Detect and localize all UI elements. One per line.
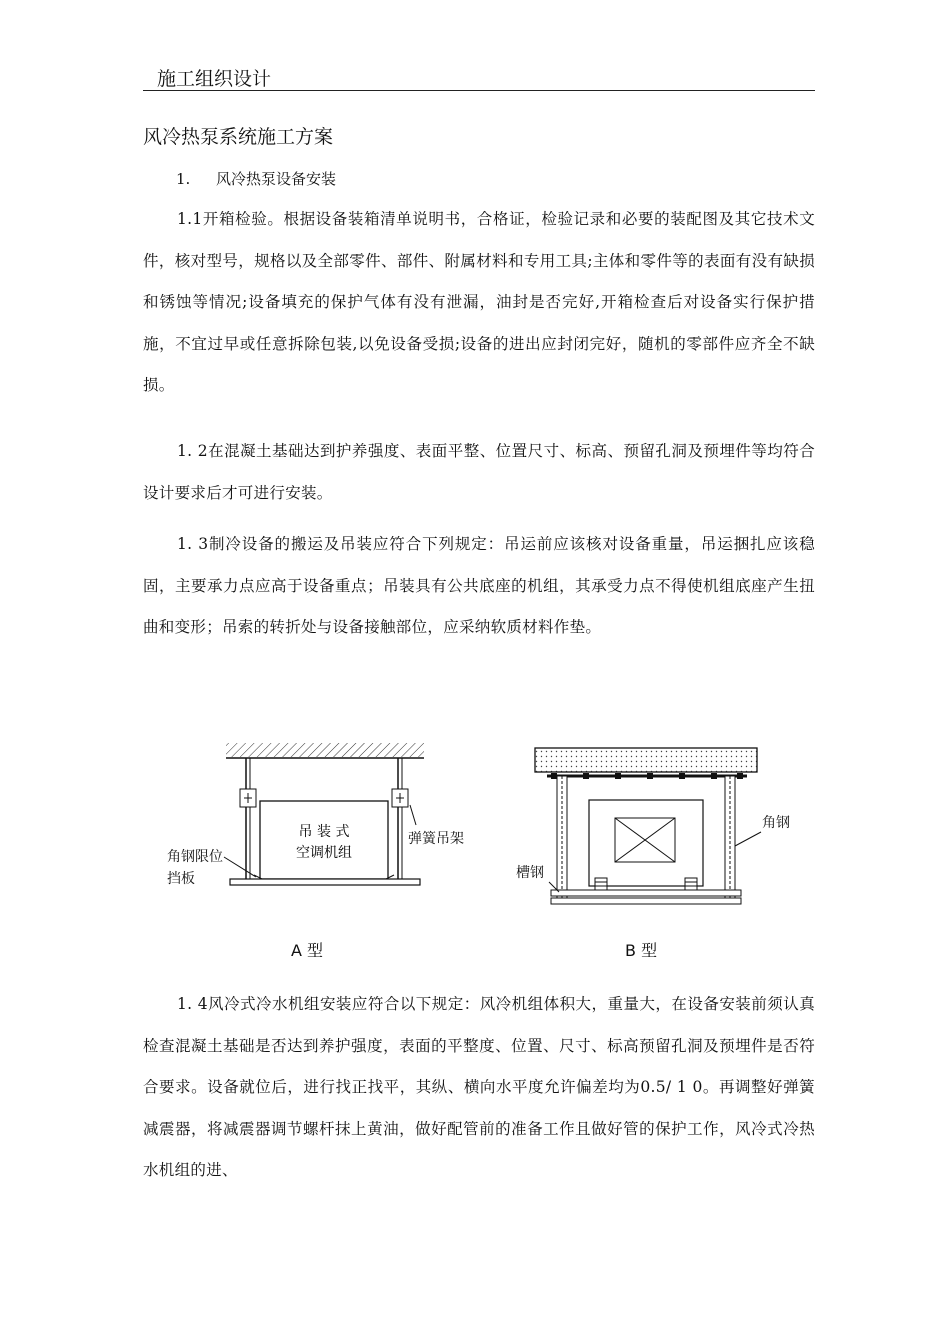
unit-label-line2: 空调机组: [296, 845, 352, 861]
header-title: 施工组织设计: [157, 68, 272, 90]
paragraph-1-2: 1. 2在混凝土基础达到护养强度、表面平整、位置尺寸、标高、预留孔洞及预埋件等均符合设计要求后才可进行安装。: [143, 442, 815, 502]
document-title: 风冷热泵系统施工方案: [143, 126, 334, 148]
spring-hanger-label: 弹簧吊架: [408, 831, 464, 847]
paragraph-1-1: 1.1开箱检验。根据设备装箱清单说明书，合格证，检验记录和必要的装配图及其它技术文件，核对型号，规格以及全部零件、部件、附属材料和专用工具;主体和零件等的表面有没有缺损和锈蚀等情况;设备填充的保护气体有没有泄漏，油封是否完好,开箱检查后对设备实行保护措施，不宜过早或任意拆除包装,以免设备受损;设备的进出应封闭完好，随机的零部件应齐全不缺损。: [143, 210, 815, 394]
section-title: 风冷热泵设备安装: [216, 170, 337, 188]
paragraph-1-4: 1. 4风冷式冷水机组安装应符合以下规定：风冷机组体积大，重量大，在设备安装前须认真检查混凝土基础是否达到养护强度，表面的平整度、位置、尺寸、标高预留孔洞及预埋件是否符合要求。设备就位后，进行找正找平，其纵、横向水平度允许偏差均为0.5/ 1 0。再调整好弹簧减震器，将减震器调节螺杆抹上黄油，做好配管前的准备工作且做好管的保护工作，风冷式冷热水机组的进、: [143, 995, 815, 1179]
page-header: [143, 64, 815, 91]
unit-label-line1: 吊 装 式: [298, 824, 350, 840]
angle-steel-label: 角钢: [762, 815, 790, 831]
angle-stop-label-line1: 角钢限位: [167, 849, 223, 865]
angle-stop-label-line2: 挡板: [167, 871, 195, 887]
figure-b-caption: B 型: [625, 941, 658, 960]
figure-a-diagram: [160, 735, 440, 895]
section-heading: [176, 168, 336, 189]
paragraph-1-3: 1. 3制冷设备的搬运及吊装应符合下列规定：吊运前应该核对设备重量，吊运捆扎应该稳固，主要承力点应高于设备重点；吊装具有公共底座的机组，其承受力点不得使机组底座产生扭曲和变形；吊索的转折处与设备接触部位，应采纳软质材料作垫。: [143, 535, 815, 636]
channel-steel-label: 槽钢: [516, 865, 544, 881]
figure-a-caption: A 型: [291, 941, 324, 960]
section-number: 1.: [176, 170, 191, 188]
figure-b-diagram: [525, 740, 765, 912]
